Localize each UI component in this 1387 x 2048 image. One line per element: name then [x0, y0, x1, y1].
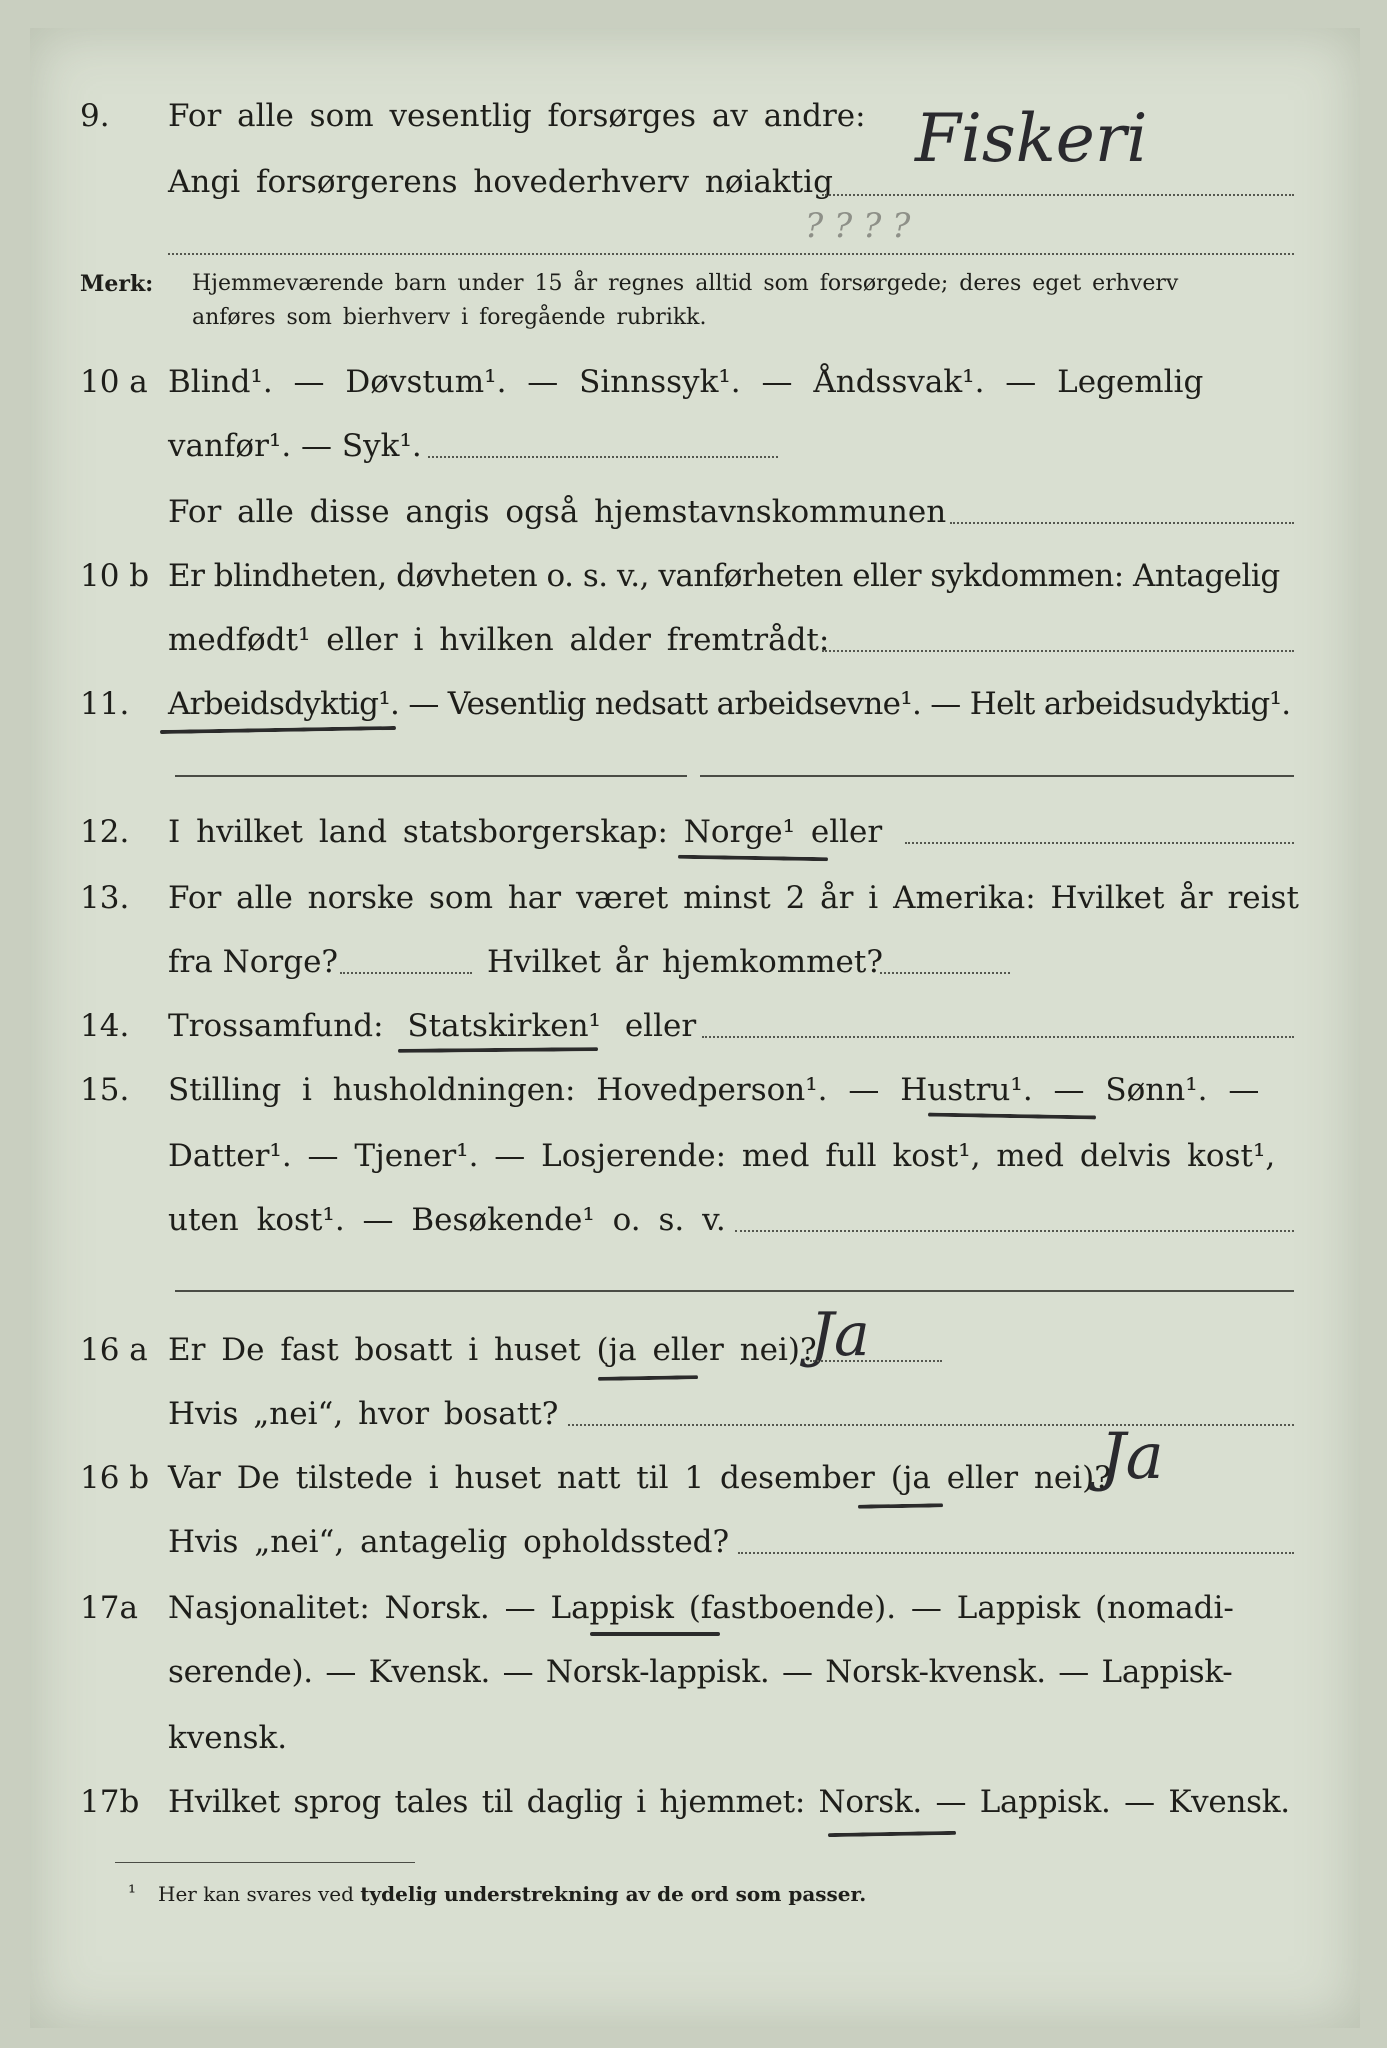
q16a-line2: Hvis „nei“, hvor bosatt?: [168, 1396, 559, 1432]
q17a-line1: Nasjonalitet: Norsk. — Lappisk (fastboende). — Lappisk (nomadi-: [168, 1590, 1234, 1626]
q16b-line2: Hvis „nei“, antagelig opholdssted?: [168, 1524, 730, 1560]
q10a-hjemstavn-line: [950, 522, 1294, 524]
q15-line1: Stilling i husholdningen: Hovedperson¹. — Hustru¹. — Sønn¹. —: [168, 1072, 1260, 1108]
merk-label: Merk:: [80, 271, 154, 297]
q13-hjemkommet-line: [880, 972, 1010, 974]
q17a-line2: serende). — Kvensk. — Norsk-lappisk. — Norsk-kvensk. — Lappisk-: [168, 1654, 1233, 1690]
q15-line2: Datter¹. — Tjener¹. — Losjerende: med full kost¹, med delvis kost¹,: [168, 1138, 1276, 1174]
q16a-answer-line: [810, 1360, 942, 1362]
q15-line3: uten kost¹. — Besøkende¹ o. s. v.: [168, 1202, 726, 1238]
q10a-line2: vanfør¹. — Syk¹.: [168, 428, 422, 464]
q16b-number: 16 b: [80, 1460, 150, 1496]
q14-line1: Trossamfund: Statskirken¹ eller: [168, 1008, 697, 1044]
q9-line1: For alle som vesentlig forsørges av andre:: [168, 98, 866, 134]
q13-line2a: fra Norge?: [168, 944, 339, 980]
q11-rule-left: [175, 775, 687, 777]
q14-answer-line: [702, 1036, 1294, 1038]
q10b-line2: medfødt¹ eller i hvilken alder fremtrådt:: [168, 622, 830, 658]
q11-number: 11.: [80, 686, 130, 722]
q12-answer-line: [905, 842, 1294, 844]
q9-faint-note: ? ? ? ?: [805, 206, 911, 246]
q17a-number: 17a: [80, 1590, 138, 1626]
q14-number: 14.: [80, 1008, 130, 1044]
q16b-opholdssted-line: [738, 1552, 1294, 1554]
footnote-mark: ¹: [128, 1880, 137, 1904]
q10b-answer-line: [822, 650, 1294, 652]
q9-handwritten-answer: Fiskeri: [915, 100, 1148, 177]
q17a-line3: kvensk.: [168, 1720, 288, 1756]
q13-line2b: Hvilket år hjemkommet?: [487, 944, 883, 980]
q9-line2: Angi forsørgerens hovederhverv nøiaktig: [168, 164, 833, 200]
q11-rule-right: [700, 775, 1294, 777]
footnote-text: [158, 1880, 866, 1908]
q9-number: 9.: [80, 98, 110, 134]
q13-reist-line: [340, 972, 472, 974]
q9-second-line: [168, 253, 1294, 255]
q17a-underline-lappisk: [590, 1632, 720, 1636]
q16b-line1: Var De tilstede i huset natt til 1 desember (ja eller nei)?: [168, 1460, 1111, 1496]
q15-number: 15.: [80, 1072, 130, 1108]
q16a-line1: Er De fast bosatt i huset (ja eller nei)?: [168, 1332, 817, 1368]
q10a-syk-line: [428, 456, 778, 458]
q13-line1: For alle norske som har været minst 2 år i Amerika: Hvilket år reist: [168, 880, 1299, 916]
q16b-handwritten-answer: Ja: [1100, 1420, 1164, 1494]
q11-line1: Arbeidsdyktig¹. — Vesentlig nedsatt arbeidsevne¹. — Helt arbeidsudyktig¹.: [168, 686, 1291, 722]
q10b-line1: Er blindheten, døvheten o. s. v., vanførheten eller sykdommen: Antagelig: [168, 558, 1280, 594]
q13-number: 13.: [80, 880, 130, 916]
q9-answer-line: [822, 194, 1294, 196]
q17b-number: 17b: [80, 1784, 140, 1820]
footnote-plain-text: Her kan svares ved: [158, 1882, 354, 1906]
merk-line2: anføres som bierhverv i foregående rubrikk.: [192, 305, 707, 330]
q17b-line1: Hvilket sprog tales til daglig i hjemmet: Norsk. — Lappisk. — Kvensk.: [168, 1784, 1290, 1820]
q15-answer-line: [735, 1230, 1294, 1232]
q10a-line1: Blind¹. — Døvstum¹. — Sinnssyk¹. — Åndssvak¹. — Legemlig: [168, 364, 1204, 400]
q12-number: 12.: [80, 814, 130, 850]
q15-rule: [175, 1290, 1294, 1292]
q12-line1: I hvilket land statsborgerskap: Norge¹ eller: [168, 814, 883, 850]
footnote-rule: [115, 1862, 415, 1863]
merk-line1: Hjemmeværende barn under 15 år regnes alltid som forsørgede; deres eget erhverv: [192, 271, 1179, 296]
q10a-line3: For alle disse angis også hjemstavnskommunen: [168, 494, 947, 530]
q16a-bosatt-line: [568, 1424, 1294, 1426]
footnote-bold-text: tydelig understrekning av de ord som passer.: [360, 1882, 867, 1906]
q16a-number: 16 a: [80, 1332, 148, 1368]
q16a-handwritten-answer: Ja: [810, 1300, 870, 1370]
q10a-number: 10 a: [80, 364, 148, 400]
q10b-number: 10 b: [80, 558, 150, 594]
